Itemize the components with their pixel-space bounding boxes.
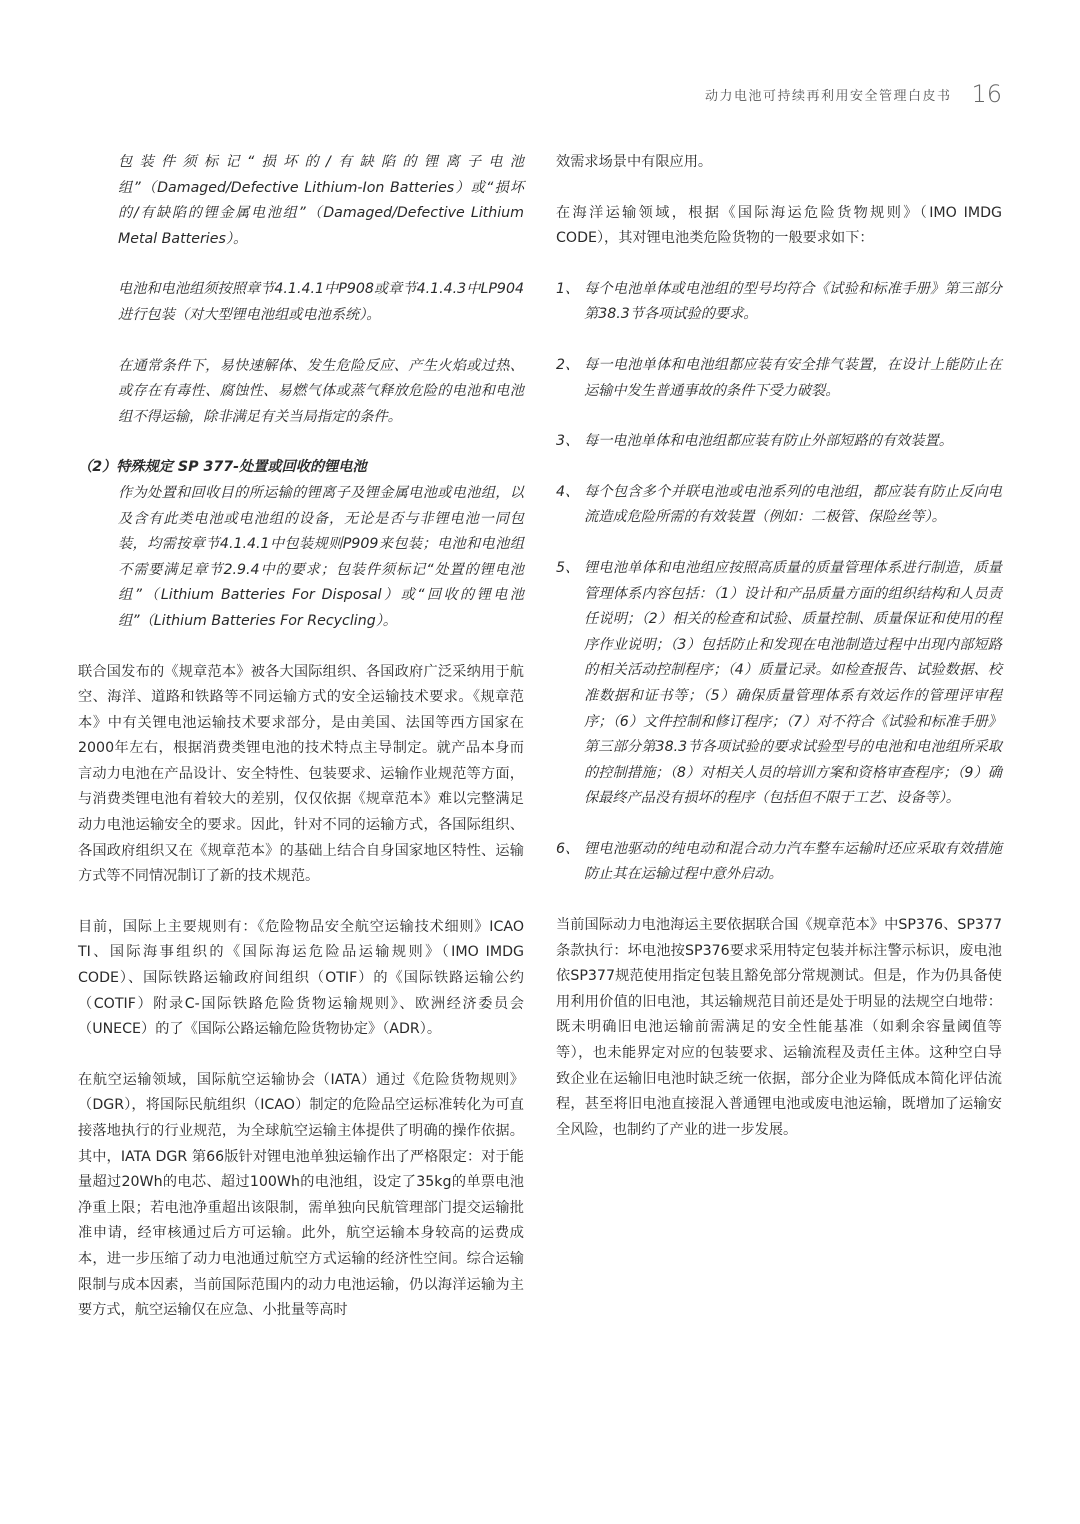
- list-item: [556, 480, 1002, 531]
- quote-damaged-marking: 包装件须标记“损坏的/有缺陷的锂离子电池组”（Damaged/Defective Lithium-Ion Batteries）或“损坏的/有缺陷的锂金属电池组”（Damaged/Defective Lithium Metal Batteries）。: [118, 154, 524, 247]
- quote-prohibited: 在通常条件下，易快速解体、发生危险反应、产生火焰或过热、或存在有毒性、腐蚀性、易燃气体或蒸气释放危险的电池和电池组不得运输，除非满足有关当局指定的条件。: [118, 357, 524, 425]
- quote-packaging: 电池和电池组须按照章节4.1.4.1中P908或章节4.1.4.3中LP904进行包装（对大型锂电池组或电池系统）。: [118, 281, 524, 323]
- list-item-text: 锂电池驱动的纯电动和混合动力汽车整车运输时还应采取有效措施防止其在运输过程中意外启动。: [584, 840, 1002, 883]
- page-header: [705, 80, 1002, 108]
- page-number: 16: [971, 80, 1002, 108]
- sp377-body: 作为处置和回收目的所运输的锂离子及锂金属电池或电池组，以及含有此类电池或电池组的设备，无论是否与非锂电池一同包装，均需按章节4.1.4.1中包装规则P909来包装；电池和电池组不需要满足章节2.9.4中的要求；包装件须标记“处置的锂电池组”（Lithium Batteries For Disposal）或“回收的锂电池组”（Lithium Batteries For Recycling）。: [118, 484, 524, 629]
- paragraph-sea-intro: 在海洋运输领域，根据《国际海运危险货物规则》（IMO IMDG CODE），其对锂电池类危险货物的一般要求如下：: [556, 204, 1002, 247]
- list-item-text: 每个包含多个并联电池或电池系列的电池组，都应装有防止反向电流造成危险所需的有效装置（例如：二极管、保险丝等）。: [584, 483, 1002, 526]
- paragraph-international-rules: 目前，国际上主要规则有：《危险物品安全航空运输技术细则》ICAO TI、国际海事组织的《国际海运危险品运输规则》（IMO IMDG CODE）、国际铁路运输政府间组织（OTIF）的《国际铁路运输公约（COTIF）附录C-国际铁路危险货物运输规则》、欧洲经济委员会（UNECE）的了《国际公路运输危险货物协定》（ADR）。: [78, 918, 524, 1038]
- paragraph-air-transport: 在航空运输领域，国际航空运输协会（IATA）通过《危险货物规则》（DGR），将国际民航组织（ICAO）制定的危险品空运标准转化为可直接落地执行的行业规范，为全球航空运输主体提供了明确的操作依据。其中，IATA DGR 第66版针对锂电池单独运输作出了严格限定：对于能量超过20Wh的电芯、超过100Wh的电池组，设定了35kg的单票电池净重上限；若电池净重超出该限制，需单独向民航管理部门提交运输批准申请，经审核通过后方可运输。此外，航空运输本身较高的运费成本，进一步压缩了动力电池通过航空方式运输的经济性空间。综合运输限制与成本因素，当前国际范围内的动力电池运输，仍以海洋运输为主要方式，航空运输仅在应急、小批量等高时: [78, 1071, 524, 1319]
- paragraph-model-regulations: 联合国发布的《规章范本》被各大国际组织、各国政府广泛采纳用于航空、海洋、道路和铁路等不同运输方式的安全运输技术要求。《规章范本》中有关锂电池运输技术要求部分，是由美国、法国等西方国家在2000年左右，根据消费类锂电池的技术特点主导制定。就产品本身而言动力电池在产品设计、安全特性、包装要求、运输作业规范等方面，与消费类锂电池有着较大的差别，仅仅依据《规章范本》难以完整满足动力电池运输安全的要求。因此，针对不同的运输方式，各国际组织、各国政府组织又在《规章范本》的基础上结合自身国家地区特性、运输方式等不同情况制订了新的技术规范。: [78, 663, 524, 885]
- list-item: [556, 277, 1002, 328]
- list-item: [556, 837, 1002, 888]
- list-item-number: 6、: [556, 840, 580, 857]
- sp377-heading: （2）特殊规定 SP 377-处置或回收的锂电池: [78, 459, 367, 476]
- list-item-text: 锂电池单体和电池组应按照高质量的质量管理体系进行制造，质量管理体系内容包括：（1）设计和产品质量方面的组织结构和人员责任说明；（2）相关的检查和试验、质量控制、质量保证和使用的程序作业说明；（3）包括防止和发现在电池制造过程中出现内部短路的相关活动控制程序；（4）质量记录。如检查报告、试验数据、校准数据和证书等；（5）确保质量管理体系有效运作的管理评审程序；（6）文件控制和修订程序；（7）对不符合《试验和标准手册》第三部分第38.3节各项试验的要求试验型号的电池和电池组所采取的控制措施；（8）对相关人员的培训方案和资格审查程序；（9）确保最终产品没有损坏的程序（包括但不限于工艺、设备等）。: [584, 559, 1002, 807]
- paragraph-sea-regulation-gap: 当前国际动力电池海运主要依据联合国《规章范本》中SP376、SP377条款执行：坏电池按SP376要求采用特定包装并标注警示标识，废电池依SP377规范使用指定包装且豁免部分常规测试。但是，作为仍具备使用利用价值的旧电池，其运输规范目前还是处于明显的法规空白地带：既未明确旧电池运输前需满足的安全性能基准（如剩余容量阈值等等），也未能界定对应的包装要求、运输流程及责任主体。这种空白导致企业在运输旧电池时缺乏统一依据，部分企业为降低成本简化评估流程，甚至将旧电池直接混入普通锂电池或废电池运输，既增加了运输安全风险，也制约了产业的进一步发展。: [556, 917, 1002, 1138]
- list-item-number: 4、: [556, 483, 580, 500]
- list-item-text: 每一电池单体和电池组都应装有防止外部短路的有效装置。: [584, 433, 953, 450]
- list-item-number: 5、: [556, 559, 580, 576]
- list-item-number: 2、: [556, 356, 580, 373]
- list-item-text: 每一电池单体和电池组都应装有安全排气装置，在设计上能防止在运输中发生普通事故的条件下受力破裂。: [584, 356, 1002, 399]
- sp377-section: [78, 455, 524, 634]
- list-item-text: 每个电池单体或电池组的型号均符合《试验和标准手册》第三部分第38.3节各项试验的要求。: [584, 280, 1002, 323]
- list-item: [556, 353, 1002, 404]
- right-column: [556, 150, 1002, 1168]
- list-item: [556, 429, 1002, 455]
- paragraph-continuation: 效需求场景中有限应用。: [556, 154, 713, 170]
- list-item-number: 3、: [556, 433, 580, 450]
- left-column: [78, 150, 524, 1349]
- list-item-number: 1、: [556, 280, 580, 297]
- document-title: 动力电池可持续再利用安全管理白皮书: [704, 88, 952, 104]
- list-item: [556, 556, 1002, 812]
